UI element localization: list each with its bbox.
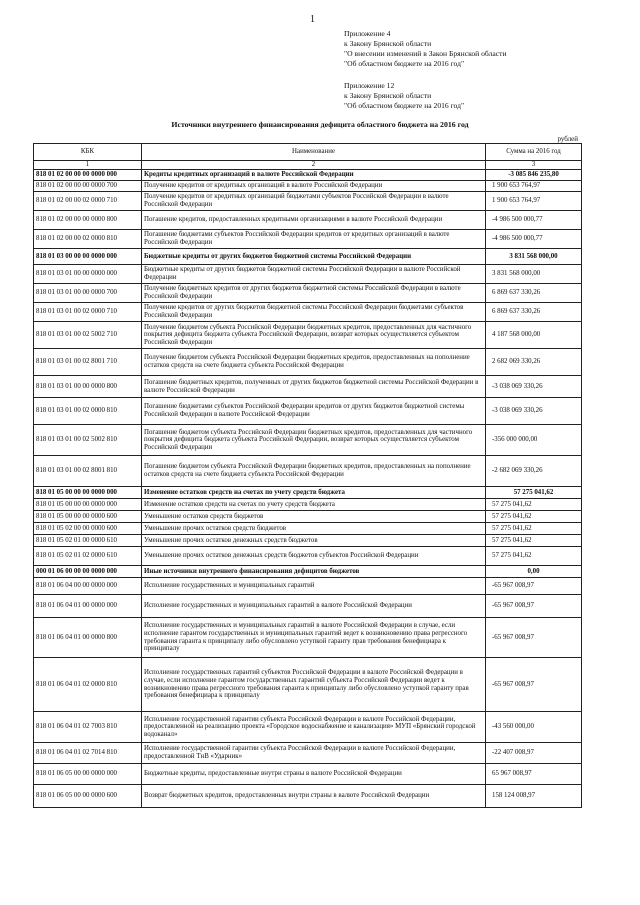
table-row xyxy=(34,376,582,398)
table-header-row xyxy=(34,144,582,161)
kbk-cell: 818 01 03 01 00 00 0000 000 xyxy=(34,265,142,284)
kbk-cell: 818 01 06 04 01 02 0000 810 xyxy=(34,658,142,712)
sum-cell: -65 967 008,97 xyxy=(486,578,582,595)
sum-cell: 1 900 653 764,97 xyxy=(486,192,582,211)
name-cell: Возврат бюджетных кредитов, предоставленных внутри страны в валюте Российской Федерации xyxy=(142,785,486,808)
table-row xyxy=(34,456,582,487)
sum-cell: -65 967 008,97 xyxy=(486,595,582,618)
name-cell: Получение кредитов от других бюджетов бюджетной системы Российской Федерации бюджетами субъектов Российской Федерации xyxy=(142,303,486,322)
appendix-line: "Об областном бюджете на 2016 год" xyxy=(344,101,465,110)
table-row xyxy=(34,523,582,535)
sum-cell: 57 275 041,62 xyxy=(486,511,582,523)
kbk-cell: 818 01 06 05 00 00 0000 600 xyxy=(34,785,142,808)
name-cell: Погашение бюджетами субъектов Российской Федерации кредитов от других бюджетов бюджетной системы Российской Федерации в валюте Российской Федерации xyxy=(142,398,486,425)
header-sum: Сумма на 2016 год xyxy=(486,144,582,161)
table-row xyxy=(34,398,582,425)
column-number: 3 xyxy=(486,161,582,170)
sum-cell: -4 986 500 000,77 xyxy=(486,211,582,230)
sum-cell: -43 560 000,00 xyxy=(486,712,582,743)
kbk-cell: 818 01 05 00 00 00 0000 000 xyxy=(34,487,142,499)
sum-cell: -4 986 500 000,77 xyxy=(486,230,582,249)
table-row xyxy=(34,499,582,511)
name-cell: Изменение остатков средств на счетах по учету средств бюджета xyxy=(142,487,486,499)
sum-cell: -2 682 069 330,26 xyxy=(486,456,582,487)
name-cell: Бюджетные кредиты от других бюджетов бюджетной системы Российской Федерации в валюте Российской Федерации xyxy=(142,265,486,284)
kbk-cell: 818 01 03 01 00 02 5002 810 xyxy=(34,425,142,456)
appendix-line: "Об областном бюджете на 2016 год" xyxy=(344,59,465,68)
column-number: 1 xyxy=(34,161,142,170)
sum-cell: 3 831 568 000,00 xyxy=(486,249,582,265)
sum-cell: -3 038 069 330,26 xyxy=(486,398,582,425)
table-row xyxy=(34,230,582,249)
sum-cell: 57 275 041,62 xyxy=(486,499,582,511)
name-cell: Исполнение государственной гарантии субъекта Российской Федерации в валюте Российской Федерации, предоставленной ТнВ «Ударник» xyxy=(142,743,486,764)
table-row xyxy=(34,170,582,181)
kbk-cell: 818 01 05 00 00 00 0000 000 xyxy=(34,499,142,511)
sum-cell: -3 085 846 235,80 xyxy=(486,170,582,181)
table-row xyxy=(34,578,582,595)
kbk-cell: 818 01 06 04 01 02 7014 810 xyxy=(34,743,142,764)
kbk-cell: 818 01 02 00 00 00 0000 000 xyxy=(34,170,142,181)
appendix-line: "О внесении изменений в Закон Брянской области xyxy=(344,49,507,58)
column-number: 2 xyxy=(142,161,486,170)
kbk-cell: 818 01 03 01 00 02 0000 710 xyxy=(34,303,142,322)
kbk-cell: 818 01 05 02 01 00 0000 610 xyxy=(34,535,142,547)
kbk-cell: 818 01 06 05 00 00 0000 000 xyxy=(34,764,142,785)
kbk-cell: 818 01 02 00 00 00 0000 700 xyxy=(34,181,142,192)
sum-cell: -356 000 000,00 xyxy=(486,425,582,456)
name-cell: Получение кредитов от кредитных организаций в валюте Российской Федерации xyxy=(142,181,486,192)
sum-cell: -3 038 069 330,26 xyxy=(486,376,582,398)
kbk-cell: 818 01 03 01 00 02 5002 710 xyxy=(34,322,142,349)
name-cell: Уменьшение прочих остатков средств бюджетов xyxy=(142,523,486,535)
name-cell: Погашение бюджетом субъекта Российской Федерации бюджетных кредитов, предоставленных для частичного покрытия дефицита бюджета субъекта Российской Федерации, возврат которых осуществляется субъектом Российской Федерации xyxy=(142,425,486,456)
page-number: 1 xyxy=(310,14,315,25)
kbk-cell: 818 01 06 04 01 00 0000 000 xyxy=(34,595,142,618)
name-cell: Погашение кредитов, предоставленных кредитными организациями в валюте Российской Федерации xyxy=(142,211,486,230)
table-row xyxy=(34,712,582,743)
name-cell: Погашение бюджетами субъектов Российской Федерации кредитов от кредитных организаций в валюте Российской Федерации xyxy=(142,230,486,249)
name-cell: Уменьшение прочих остатков денежных средств бюджетов субъектов Российской Федерации xyxy=(142,547,486,566)
kbk-cell: 818 01 02 00 00 02 0000 810 xyxy=(34,230,142,249)
table-row xyxy=(34,566,582,578)
kbk-cell: 818 01 06 04 00 00 0000 000 xyxy=(34,578,142,595)
table-row xyxy=(34,349,582,376)
name-cell: Исполнение государственной гарантии субъекта Российской Федерации в валюте Российской Федерации, предоставленной на реализацию проекта «Городское водоснабжение и канализация» МУП «Брянский городской водоканал» xyxy=(142,712,486,743)
kbk-cell: 818 01 03 01 00 02 8001 810 xyxy=(34,456,142,487)
table-row xyxy=(34,743,582,764)
sum-cell: 57 275 041,62 xyxy=(486,523,582,535)
kbk-cell: 818 01 03 01 00 00 0000 700 xyxy=(34,284,142,303)
name-cell: Уменьшение остатков средств бюджетов xyxy=(142,511,486,523)
name-cell: Получение бюджетом субъекта Российской Федерации бюджетных кредитов, предоставленных на пополнение остатков средств на счете бюджета субъекта Российской Федерации xyxy=(142,349,486,376)
table-row xyxy=(34,322,582,349)
name-cell: Изменение остатков средств на счетах по учету средств бюджета xyxy=(142,499,486,511)
name-cell: Иные источники внутреннего финансирования дефицитов бюджетов xyxy=(142,566,486,578)
table-row xyxy=(34,764,582,785)
table-body xyxy=(34,170,582,808)
sum-cell: 1 900 653 764,97 xyxy=(486,181,582,192)
kbk-cell: 818 01 03 01 00 00 0000 800 xyxy=(34,376,142,398)
appendix-line: Приложение 12 xyxy=(344,81,395,90)
kbk-cell: 818 01 05 02 00 00 0000 600 xyxy=(34,523,142,535)
kbk-cell: 818 01 03 01 00 02 8001 710 xyxy=(34,349,142,376)
table-row xyxy=(34,303,582,322)
sum-cell: 6 869 637 330,26 xyxy=(486,303,582,322)
table-row xyxy=(34,618,582,658)
header-kbk: КБК xyxy=(34,144,142,161)
appendix-4-header xyxy=(344,29,507,69)
table-row xyxy=(34,192,582,211)
sum-cell: 158 124 008,97 xyxy=(486,785,582,808)
kbk-cell: 818 01 03 01 00 02 0000 810 xyxy=(34,398,142,425)
kbk-cell: 818 01 03 00 00 00 0000 000 xyxy=(34,249,142,265)
sum-cell: -65 967 008,97 xyxy=(486,658,582,712)
units-label: рублей xyxy=(557,135,578,143)
table-row xyxy=(34,284,582,303)
kbk-cell: 818 01 06 04 01 00 0000 800 xyxy=(34,618,142,658)
table-row xyxy=(34,511,582,523)
name-cell: Получение бюджетом субъекта Российской Федерации бюджетных кредитов, предоставленных для частичного покрытия дефицита бюджета субъекта Российской Федерации, возврат которых осуществляется субъектом Российской Федерации xyxy=(142,322,486,349)
table-row xyxy=(34,658,582,712)
sum-cell: 57 275 041,62 xyxy=(486,535,582,547)
table-row xyxy=(34,249,582,265)
name-cell: Исполнение государственных и муниципальных гарантий xyxy=(142,578,486,595)
name-cell: Бюджетные кредиты, предоставленные внутри страны в валюте Российской Федерации xyxy=(142,764,486,785)
name-cell: Погашение бюджетных кредитов, полученных от других бюджетов бюджетной системы Российской Федерации в валюте Российской Федерации xyxy=(142,376,486,398)
column-number-row xyxy=(34,161,582,170)
sum-cell: 3 831 568 000,00 xyxy=(486,265,582,284)
sum-cell: -65 967 008,97 xyxy=(486,618,582,658)
table-row xyxy=(34,211,582,230)
kbk-cell: 818 01 06 04 01 02 7003 810 xyxy=(34,712,142,743)
name-cell: Бюджетные кредиты от других бюджетов бюджетной системы Российской Федерации xyxy=(142,249,486,265)
table-row xyxy=(34,595,582,618)
table-row xyxy=(34,487,582,499)
sum-cell: -22 407 008,97 xyxy=(486,743,582,764)
name-cell: Уменьшение прочих остатков денежных средств бюджетов xyxy=(142,535,486,547)
appendix-line: к Закону Брянской области xyxy=(344,91,432,100)
table-row xyxy=(34,535,582,547)
sum-cell: 2 682 069 330,26 xyxy=(486,349,582,376)
sum-cell: 57 275 041,62 xyxy=(486,487,582,499)
kbk-cell: 818 01 02 00 00 02 0000 710 xyxy=(34,192,142,211)
kbk-cell: 000 01 06 00 00 00 0000 000 xyxy=(34,566,142,578)
header-name: Наименование xyxy=(142,144,486,161)
sum-cell: 4 187 568 000,00 xyxy=(486,322,582,349)
table-row xyxy=(34,547,582,566)
kbk-cell: 818 01 05 00 00 00 0000 600 xyxy=(34,511,142,523)
sum-cell: 57 275 041,62 xyxy=(486,547,582,566)
sum-cell: 65 967 008,97 xyxy=(486,764,582,785)
kbk-cell: 818 01 05 02 01 02 0000 610 xyxy=(34,547,142,566)
name-cell: Получение бюджетных кредитов от других бюджетов бюджетной системы Российской Федерации в валюте Российской Федерации xyxy=(142,284,486,303)
kbk-cell: 818 01 02 00 00 00 0000 800 xyxy=(34,211,142,230)
name-cell: Исполнение государственных и муниципальных гарантий в валюте Российской Федерации xyxy=(142,595,486,618)
appendix-line: Приложение 4 xyxy=(344,29,391,38)
table-row xyxy=(34,785,582,808)
table-row xyxy=(34,181,582,192)
sum-cell: 6 869 637 330,26 xyxy=(486,284,582,303)
name-cell: Кредиты кредитных организаций в валюте Российской Федерации xyxy=(142,170,486,181)
name-cell: Исполнение государственных и муниципальных гарантий в валюте Российской Федерации в случае, если исполнение гарантом государственных и муниципальных гарантий ведет к возникновению права регрессного требования гаранта к принципалу либо обусловлено уступкой гаранту прав требования бенефициара к принципалу xyxy=(142,618,486,658)
table-row xyxy=(34,265,582,284)
table-row xyxy=(34,425,582,456)
appendix-12-header xyxy=(344,81,464,111)
financing-sources-table xyxy=(33,143,582,808)
name-cell: Исполнение государственных гарантий субъектов Российской Федерации в валюте Российской Федерации в случае, если исполнение гарантом государственных гарантий субъекта Российской Федерации ведет к возникновению права регрессного требования гаранта к принципалу либо обусловлено уступкой гаранту прав требования бенефициара к принципалу xyxy=(142,658,486,712)
document-title: Источники внутреннего финансирования дефицита областного бюджета на 2016 год xyxy=(171,120,469,129)
appendix-line: к Закону Брянской области xyxy=(344,39,432,48)
sum-cell: 0,00 xyxy=(486,566,582,578)
name-cell: Погашение бюджетом субъекта Российской Федерации бюджетных кредитов, предоставленных на пополнение остатков средств на счете бюджета субъекта Российской Федерации xyxy=(142,456,486,487)
name-cell: Получение кредитов от кредитных организаций бюджетами субъектов Российской Федерации в валюте Российской Федерации xyxy=(142,192,486,211)
